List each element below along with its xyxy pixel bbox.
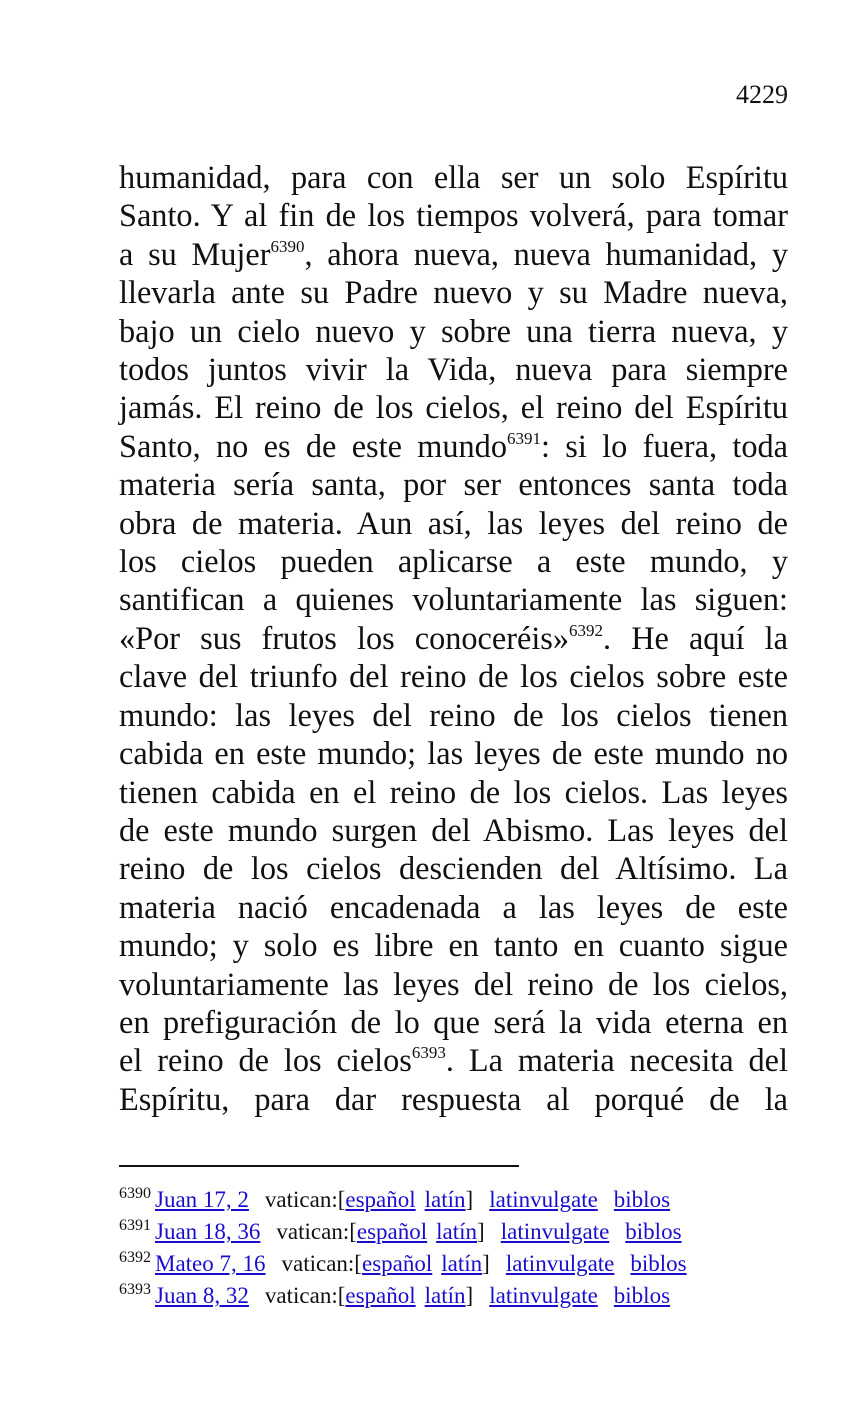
footnote-number: 6390 [119,1185,151,1202]
footnote-reference[interactable]: 6391 [506,428,541,448]
footnote-divider [119,1165,519,1167]
footnote-number: 6393 [119,1281,151,1298]
body-line: materia sería santa, por ser entonces santa toda [119,466,788,503]
vatican-label: vatican:[ [276,1219,357,1244]
latin-link[interactable]: latín [441,1251,483,1276]
footnote-number: 6392 [119,1249,151,1266]
body-line: los cielos pueden aplicarse a este mundo, y [119,543,788,580]
body-line: «Por sus frutos los conoceréis»$^{6392}$. He aquí la [119,619,788,656]
footnote [119,1184,819,1216]
body-line: Espíritu, para dar respuesta al porqué de la [119,1080,788,1117]
latinvulgate-link[interactable]: latinvulgate [500,1219,610,1244]
latinvulgate-link[interactable]: latinvulgate [489,1187,598,1212]
biblos-link[interactable]: biblos [625,1219,682,1244]
body-line: Santo. Y al fin de los tiempos volverá, para tomar [119,197,788,234]
latin-link[interactable]: latín [424,1283,466,1308]
bracket-close: ] [465,1283,474,1308]
espanol-link[interactable]: español [356,1219,428,1244]
latin-link[interactable]: latín [424,1187,466,1212]
body-line: clave del triunfo del reino de los cielos sobre este [119,658,788,695]
body-line: tienen cabida en el reino de los cielos. Las leyes [119,773,788,810]
citation-link[interactable]: Mateo 7, 16 [155,1251,266,1276]
body-line: humanidad, para con ella ser un solo Espíritu [119,159,788,195]
citation-link[interactable]: Juan 17, 2 [155,1187,249,1212]
biblos-link[interactable]: biblos [613,1187,671,1212]
body-line: jamás. El reino de los cielos, el reino del Espíritu [119,389,788,426]
footnote-reference[interactable]: 6393 [411,1043,446,1063]
footnote [119,1216,819,1248]
footnote-reference[interactable]: 6390 [270,236,305,256]
footnote [119,1280,819,1312]
vatican-label: vatican:[ [264,1283,346,1308]
body-line: obra de materia. Aun así, las leyes del reino de [119,504,788,541]
espanol-link[interactable]: español [345,1283,416,1308]
citation-link[interactable]: Juan 8, 32 [155,1283,249,1308]
bracket-close: ] [465,1187,474,1212]
espanol-link[interactable]: español [361,1251,433,1276]
body-line: llevarla ante su Padre nuevo y su Madre nueva, [119,274,788,311]
page-number: 4229 [736,80,788,109]
body-line: en prefiguración de lo que será la vida eterna en [119,1003,788,1040]
body-line: materia nació encadenada a las leyes de este [119,888,788,925]
bracket-close: ] [477,1219,485,1244]
espanol-link[interactable]: español [345,1187,416,1212]
body-line: mundo: las leyes del reino de los cielos tienen [119,696,788,733]
footnote [119,1248,819,1280]
body-line: cabida en este mundo; las leyes de este mundo no [119,735,788,772]
body-line: voluntariamente las leyes del reino de los cielos, [119,965,788,1002]
bracket-close: ] [482,1251,490,1276]
vatican-label: vatican:[ [281,1251,362,1276]
latin-link[interactable]: latín [436,1219,478,1244]
biblos-link[interactable]: biblos [630,1251,687,1276]
body-line: Santo, no es de este mundo$^{6391}$: si lo fuera, toda [119,427,788,464]
body-line: reino de los cielos descienden del Altísimo. La [119,850,788,887]
latinvulgate-link[interactable]: latinvulgate [505,1251,615,1276]
citation-link[interactable]: Juan 18, 36 [155,1219,261,1244]
vatican-label: vatican:[ [264,1187,346,1212]
footnote-number: 6391 [119,1217,151,1234]
footnotes [119,1184,819,1312]
body-line: a su Mujer$^{6390}$, ahora nueva, nueva humanidad, y [119,235,788,272]
latinvulgate-link[interactable]: latinvulgate [489,1283,598,1308]
body-line: de este mundo surgen del Abismo. Las leyes del [119,811,788,848]
body-text [119,158,788,1118]
body-line: todos juntos vivir la Vida, nueva para siempre [119,351,788,388]
body-line: el reino de los cielos$^{6393}$. La materia necesita del [119,1042,788,1079]
biblos-link[interactable]: biblos [613,1283,671,1308]
body-line: bajo un cielo nuevo y sobre una tierra nueva, y [119,312,788,349]
body-line: santifican a quienes voluntariamente las siguen: [119,581,788,618]
footnote-reference[interactable]: 6392 [569,620,604,640]
body-line: mundo; y solo es libre en tanto en cuanto sigue [119,927,788,964]
